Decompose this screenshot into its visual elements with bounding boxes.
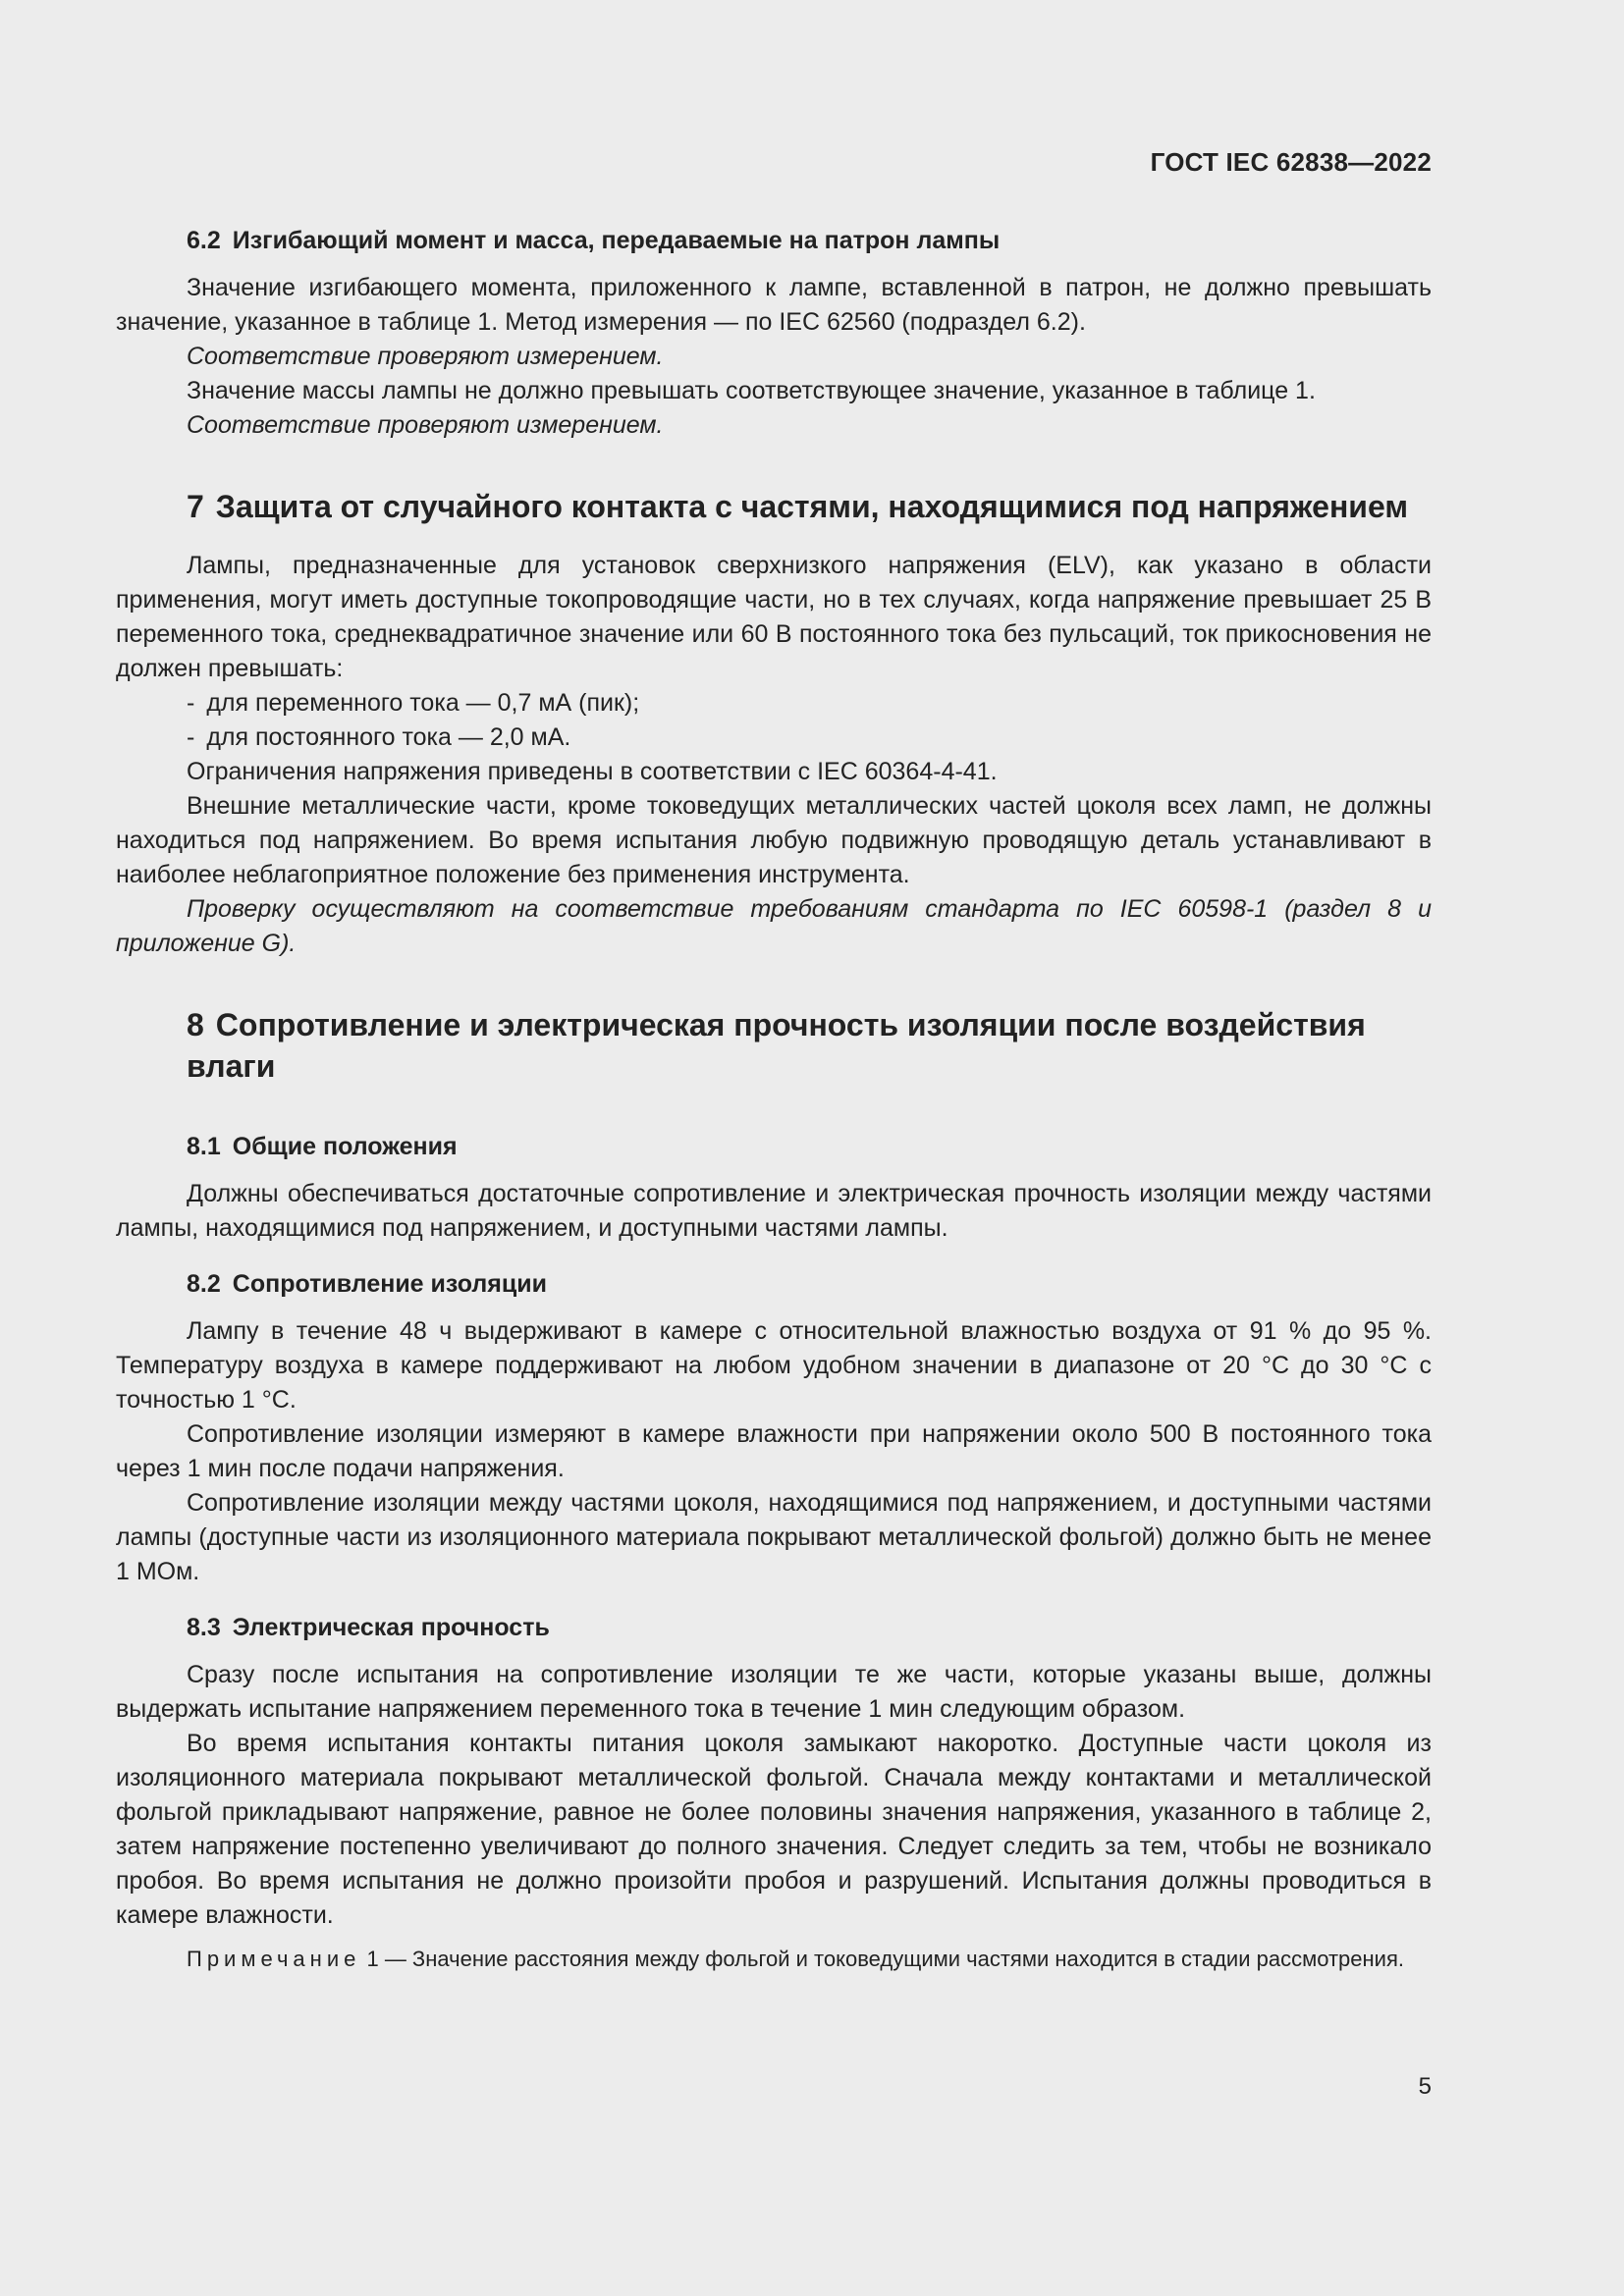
section-8-2-heading xyxy=(187,1267,1432,1302)
compliance-note: Соответствие проверяют измерением. xyxy=(187,411,664,439)
paragraph: Лампу в течение 48 ч выдерживают в камере с относительной влажностью воздуха от 91 % до 95 %. Температуру воздуха в камере поддерживают на любом удобном значении в диапазоне от 20 °С до 30 °С с точностью 1 °С. xyxy=(116,1317,1432,1414)
paragraph: Ограничения напряжения приведены в соответствии с IEC 60364-4-41. xyxy=(187,758,998,785)
compliance-note: Проверку осуществляют на соответствие требованиям стандарта по IEC 60598-1 (раздел 8 и приложение G). xyxy=(116,895,1432,957)
section-number: 8.3 xyxy=(187,1614,221,1641)
section-title: Электрическая прочность xyxy=(232,1614,550,1641)
section-title: Общие положения xyxy=(232,1133,458,1160)
section-number: 6.2 xyxy=(187,227,221,254)
paragraph: Сопротивление изоляции измеряют в камере влажности при напряжении около 500 В постоянного тока через 1 мин после подачи напряжения. xyxy=(116,1420,1432,1482)
section-6-2-heading xyxy=(187,224,1432,258)
paragraph: Сразу после испытания на сопротивление изоляции те же части, которые указаны выше, должны выдержать испытание напряжением переменного тока в течение 1 мин следующим образом. xyxy=(116,1661,1432,1723)
page-number: 5 xyxy=(1418,2073,1432,2100)
section-number: 8.2 xyxy=(187,1270,221,1298)
note-text: 1 — Значение расстояния между фольгой и токоведущими частями находится в стадии рассмотрения. xyxy=(366,1947,1404,1971)
section-title: Защита от случайного контакта с частями, находящимися под напряжением xyxy=(215,489,1409,524)
compliance-note: Соответствие проверяют измерением. xyxy=(187,343,664,370)
section-title: Сопротивление изоляции xyxy=(232,1270,547,1298)
section-8-1-heading xyxy=(187,1130,1432,1164)
footnote xyxy=(116,1943,1432,1975)
list-item-text: для переменного тока — 0,7 мА (пик); xyxy=(206,689,640,717)
paragraph: Во время испытания контакты питания цоколя замыкают накоротко. Доступные части цоколя из изоляционного материала покрывают металлической фольгой. Сначала между контактами и металлической фольгой прикладывают напряжение, равное не более половины значения напряжения, указанного в таблице 2, затем напряжение постепенно увеличивают до полного значения. Следует следить за тем, чтобы не возникало пробоя. Во время испытания не должно произойти пробоя и разрушений. Испытания должны проводиться в камере влажности. xyxy=(116,1730,1432,1929)
paragraph: Внешние металлические части, кроме токоведущих металлических частей цоколя всех ламп, не должны находиться под напряжением. Во время испытания любую подвижную проводящую деталь устанавливают в наиболее неблагоприятное положение без применения инструмента. xyxy=(116,792,1432,888)
list-item xyxy=(187,686,1432,721)
section-title: Сопротивление и электрическая прочность изоляции после воздействия влаги xyxy=(187,1007,1366,1084)
paragraph: Сопротивление изоляции между частями цоколя, находящимися под напряжением, и доступными частями лампы (доступные части из изоляционного материала покрывают металлической фольгой) должно быть не менее 1 МОм. xyxy=(116,1489,1432,1585)
note-label: Примечание xyxy=(187,1947,361,1971)
list-item xyxy=(187,721,1432,755)
paragraph: Значение массы лампы не должно превышать соответствующее значение, указанное в таблице 1. xyxy=(187,377,1316,404)
list-dash: - xyxy=(187,689,195,717)
section-8-3-heading xyxy=(187,1611,1432,1645)
document-header: ГОСТ IEC 62838—2022 xyxy=(1150,147,1432,177)
paragraph: Должны обеспечиваться достаточные сопротивление и электрическая прочность изоляции между частями лампы, находящимися под напряжением, и доступными частями лампы. xyxy=(116,1180,1432,1242)
paragraph: Значение изгибающего момента, приложенного к лампе, вставленной в патрон, не должно превышать значение, указанное в таблице 1. Метод измерения — по IEC 62560 (подраздел 6.2). xyxy=(116,274,1432,336)
section-7-heading xyxy=(187,486,1432,527)
section-8-heading xyxy=(187,1004,1432,1087)
list-item-text: для постоянного тока — 2,0 мА. xyxy=(206,723,571,751)
section-title: Изгибающий момент и масса, передаваемые на патрон лампы xyxy=(232,227,1001,254)
paragraph: Лампы, предназначенные для установок сверхнизкого напряжения (ELV), как указано в области применения, могут иметь доступные токопроводящие части, но в тех случаях, когда напряжение превышает 25 В переменного тока, среднеквадратичное значение или 60 В постоянного тока без пульсаций, ток прикосновения не должен превышать: xyxy=(116,552,1432,682)
list-dash: - xyxy=(187,723,195,751)
section-number: 8 xyxy=(187,1007,204,1042)
section-number: 7 xyxy=(187,489,204,524)
section-number: 8.1 xyxy=(187,1133,221,1160)
document-body xyxy=(116,224,1432,1975)
